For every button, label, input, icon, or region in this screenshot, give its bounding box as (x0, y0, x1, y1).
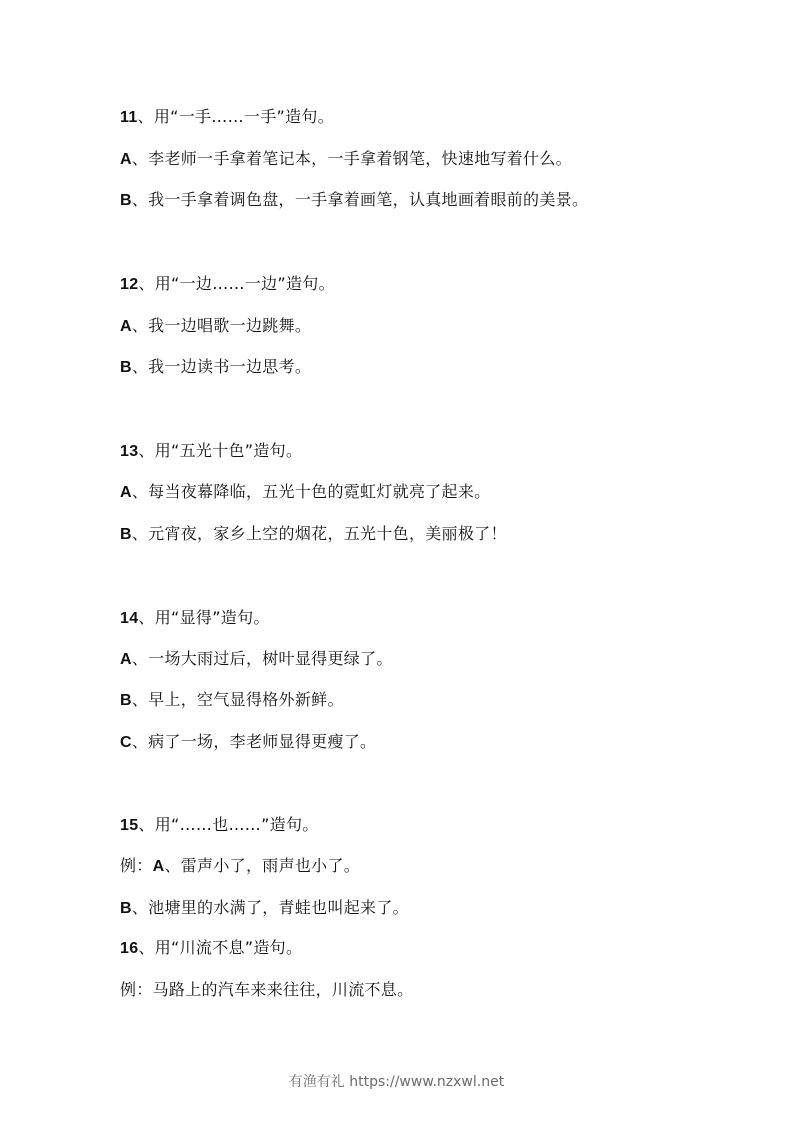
answer-label: A (120, 484, 132, 501)
answer-label: A (152, 858, 165, 875)
answer-text: 、池塘里的水满了，青蛙也叫起来了。 (131, 898, 409, 917)
question-text: 、用“川流不息”造句。 (138, 938, 303, 957)
question-number: 16 (120, 940, 139, 957)
question-15 (120, 815, 319, 836)
answer-text: 、每当夜幕降临，五光十色的霓虹灯就亮了起来。 (131, 482, 491, 501)
answer-14-c (120, 732, 376, 753)
question-number: 12 (120, 276, 139, 293)
answer-13-b (120, 524, 507, 545)
question-text: 、用“一边……一边”造句。 (138, 274, 335, 293)
answer-text: 、李老师一手拿着笔记本，一手拿着钢笔，快速地写着什么。 (131, 149, 572, 168)
question-text: 、用“……也……”造句。 (138, 815, 319, 834)
answer-15-a (120, 856, 360, 877)
answer-text: 、一场大雨过后，树叶显得更绿了。 (131, 649, 393, 668)
answer-text: 马路上的汽车来来往往，川流不息。 (152, 980, 414, 999)
answer-text: 、雷声小了，雨声也小了。 (164, 856, 361, 875)
question-13 (120, 441, 302, 462)
answer-label: B (120, 692, 132, 709)
answer-label: C (120, 734, 132, 751)
answer-text: 、元宵夜，家乡上空的烟花，五光十色，美丽极了！ (131, 524, 507, 543)
answer-12-a (120, 316, 311, 337)
answer-label: B (120, 900, 132, 917)
question-text: 、用“显得”造句。 (138, 608, 270, 627)
question-11 (120, 107, 334, 128)
answer-label: B (120, 359, 132, 376)
answer-13-a (120, 482, 490, 503)
answer-label: A (120, 151, 132, 168)
question-number: 15 (120, 817, 139, 834)
question-number: 11 (120, 109, 138, 126)
answer-11-b (120, 190, 588, 211)
question-text: 、用“五光十色”造句。 (138, 441, 303, 460)
answer-label: B (120, 526, 132, 543)
answer-label: A (120, 318, 132, 335)
answer-text: 、我一边读书一边思考。 (131, 357, 312, 376)
question-12 (120, 274, 335, 295)
example-prefix: 例： (120, 856, 153, 875)
answer-text: 、病了一场，李老师显得更瘦了。 (131, 732, 377, 751)
footer-watermark: 有渔有礼 https://www.nzxwl.net (288, 1074, 505, 1090)
answer-text: 、早上，空气显得格外新鲜。 (131, 690, 344, 709)
answer-12-b (120, 357, 311, 378)
answer-11-a (120, 149, 572, 170)
question-text: 、用“一手……一手”造句。 (137, 107, 334, 126)
answer-label: A (120, 651, 132, 668)
answer-14-b (120, 690, 344, 711)
answer-14-a (120, 649, 393, 670)
question-number: 14 (120, 610, 139, 627)
question-14 (120, 608, 270, 629)
answer-16-example (120, 980, 413, 1000)
question-16 (120, 938, 302, 959)
example-prefix: 例： (120, 980, 153, 999)
answer-label: B (120, 192, 132, 209)
answer-15-b (120, 898, 409, 919)
answer-text: 、我一边唱歌一边跳舞。 (131, 316, 312, 335)
question-number: 13 (120, 443, 139, 460)
answer-text: 、我一手拿着调色盘，一手拿着画笔，认真地画着眼前的美景。 (131, 190, 589, 209)
